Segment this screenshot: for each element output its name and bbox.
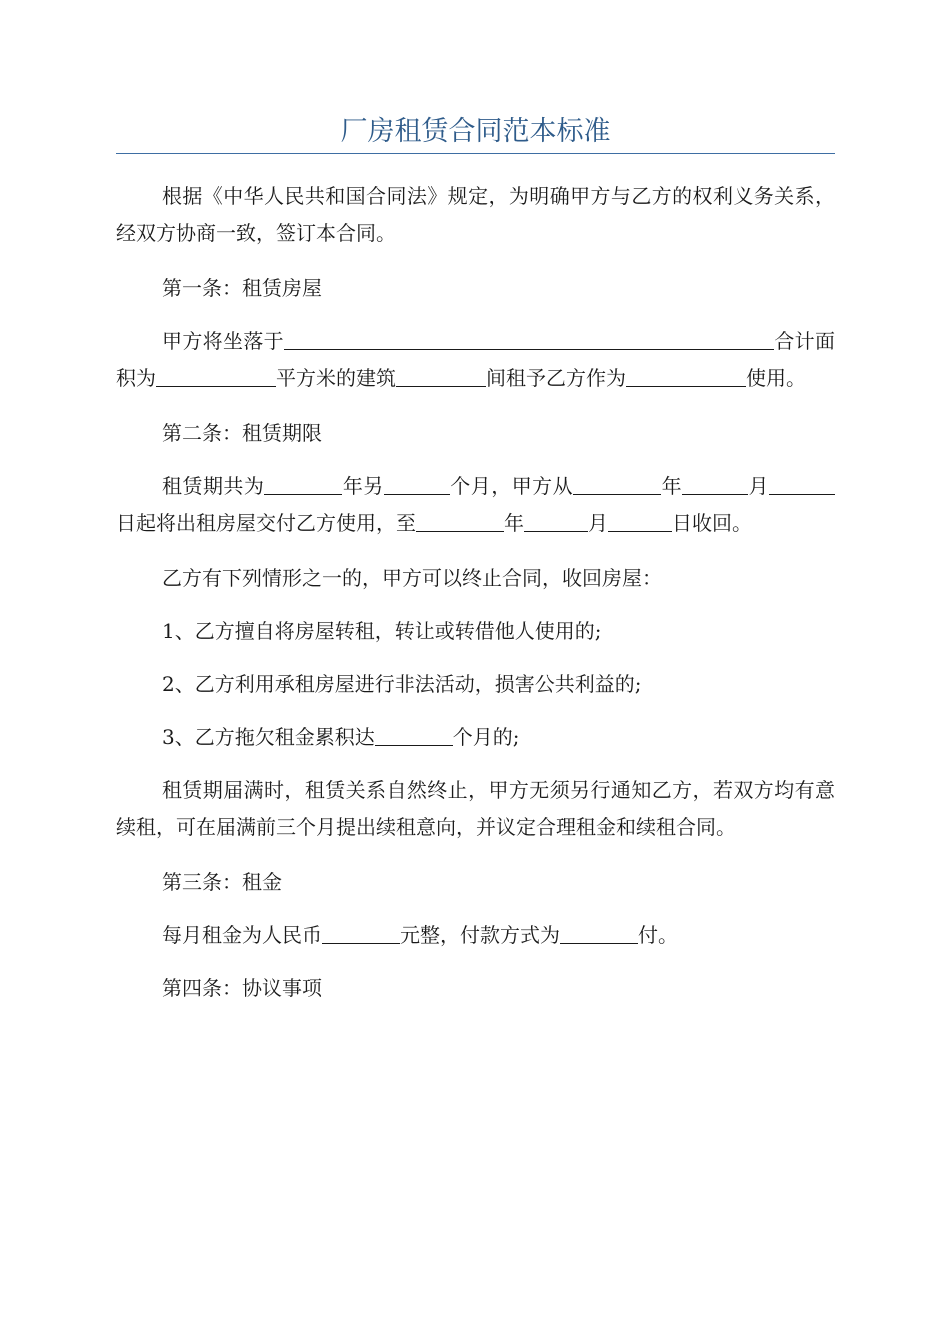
term-months-blank[interactable] — [384, 472, 450, 495]
end-month-blank[interactable] — [524, 509, 588, 532]
rent-amount-blank[interactable] — [322, 921, 400, 944]
article-3-text: 每月租金为人民币 元整，付款方式为 付。 — [162, 923, 678, 947]
end-day-blank[interactable] — [608, 509, 672, 532]
rooms-blank[interactable] — [396, 364, 486, 387]
payment-method-blank[interactable] — [560, 921, 638, 944]
start-day-blank[interactable] — [769, 472, 835, 495]
termination-item-1: 1、乙方擅自将房屋转租，转让或转借他人使用的; — [162, 619, 602, 643]
title-underline — [116, 153, 835, 154]
termination-item-3: 3、乙方拖欠租金累积达 个月的; — [162, 725, 520, 749]
expiry-paragraph: 租赁期届满时，租赁关系自然终止，甲方无须另行通知乙方，若双方均有意续租，可在届满前三个月提出续租意向，并议定合理租金和续租合同。 — [116, 778, 835, 839]
document-title: 厂房租赁合同范本标准 — [340, 116, 611, 147]
article-1-text: 甲方将坐落于 合计面积为 平方米的建筑 间租予乙方作为 使用。 — [116, 329, 835, 390]
end-year-blank[interactable] — [416, 509, 504, 532]
location-blank[interactable] — [284, 327, 774, 350]
article-3-heading: 第三条：租金 — [162, 870, 282, 894]
article-2-term: 租赁期共为 年另 个月，甲方从 年 月日起将出租房屋交付乙方使用，至 年 月 日收回。 — [116, 468, 835, 542]
arrears-months-blank[interactable] — [375, 723, 453, 746]
term-years-blank[interactable] — [264, 472, 342, 495]
termination-intro: 乙方有下列情形之一的，甲方可以终止合同，收回房屋： — [162, 566, 662, 590]
intro-paragraph: 根据《中华人民共和国合同法》规定，为明确甲方与乙方的权利义务关系，经双方协商一致，签订本合同。 — [116, 184, 835, 245]
usage-blank[interactable] — [626, 364, 746, 387]
termination-item-2: 2、乙方利用承租房屋进行非法活动，损害公共利益的; — [162, 672, 642, 696]
document-body — [116, 178, 835, 1023]
article-1-heading: 第一条：租赁房屋 — [162, 276, 322, 300]
start-year-blank[interactable] — [573, 472, 661, 495]
article-2-heading: 第二条：租赁期限 — [162, 421, 322, 445]
area-blank[interactable] — [156, 364, 276, 387]
start-month-blank[interactable] — [682, 472, 748, 495]
article-4-heading: 第四条：协议事项 — [162, 976, 322, 1000]
